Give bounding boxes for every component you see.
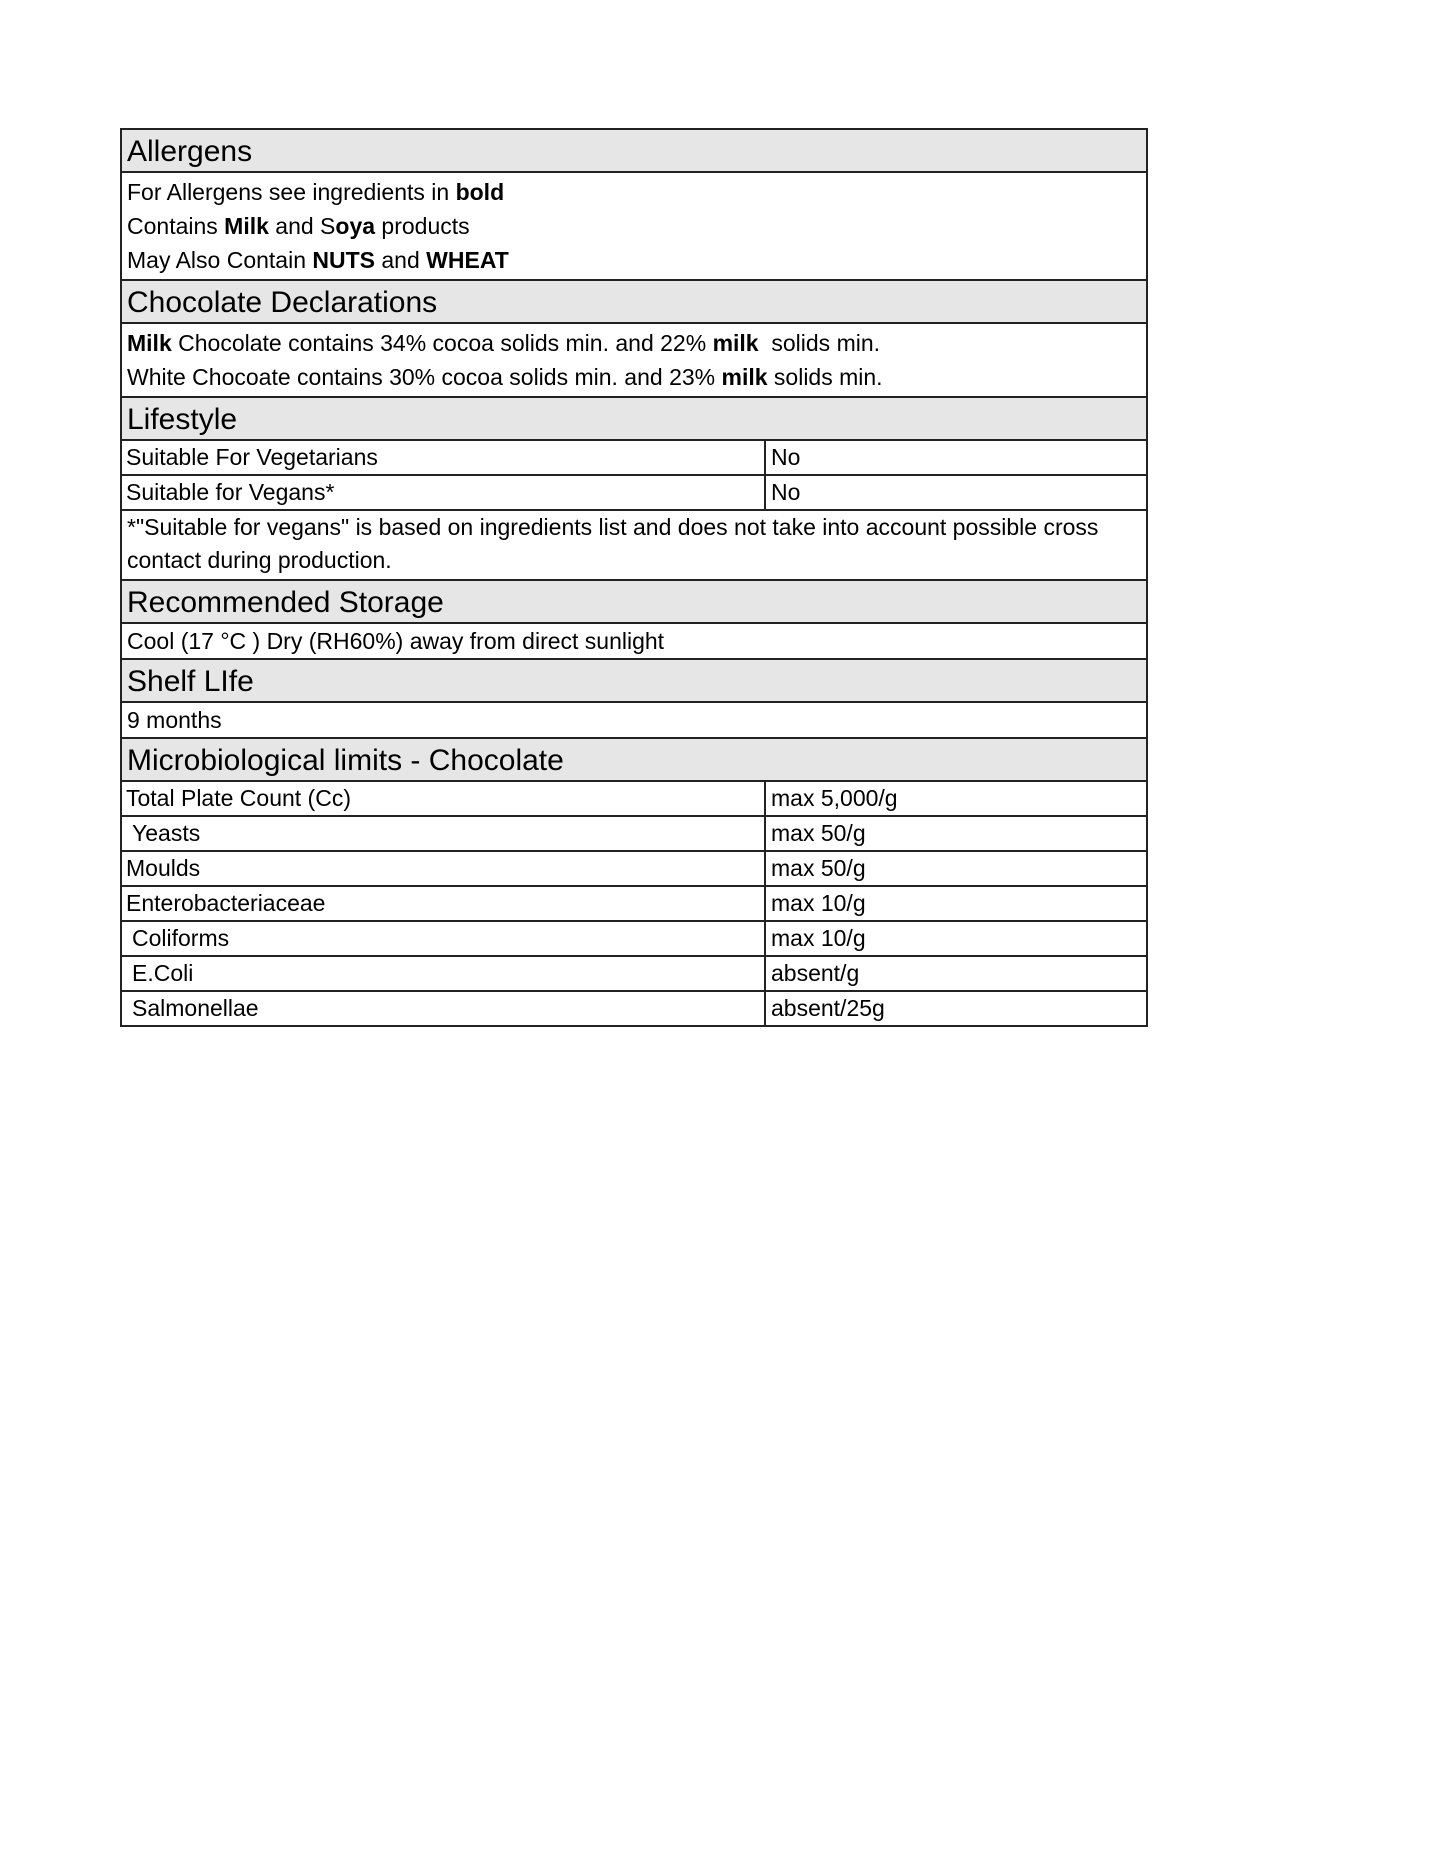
row-value: max 10/g: [771, 890, 866, 916]
row-value: absent/g: [771, 960, 860, 986]
allergens-line-3: May Also Contain NUTS and WHEAT: [127, 247, 509, 273]
storage-text: Cool (17 °C ) Dry (RH60%) away from direct sunlight: [127, 628, 665, 654]
row-label: Enterobacteriaceae: [122, 887, 766, 920]
row-label: E.Coli: [122, 957, 766, 990]
allergens-line-1: For Allergens see ingredients in bold: [127, 179, 505, 205]
row-label: Suitable for Vegans*: [122, 476, 766, 509]
row-value: absent/25g: [771, 995, 885, 1021]
allergens-block: [122, 173, 1146, 281]
table-row: [122, 441, 1146, 476]
allergens-heading: Allergens: [122, 130, 1146, 173]
shelf-life-block: [122, 703, 1146, 739]
chocolate-line-1: Milk Chocolate contains 34% cocoa solids min. and 22% milk solids min.: [127, 330, 881, 356]
table-row: [122, 957, 1146, 992]
row-label: Moulds: [122, 852, 766, 885]
allergens-line-2: Contains Milk and Soya products: [127, 213, 470, 239]
row-value: max 50/g: [771, 855, 866, 881]
table-row: [122, 992, 1146, 1027]
shelf-life-heading: Shelf LIfe: [122, 660, 1146, 703]
table-row: [122, 817, 1146, 852]
row-label: Coliforms: [122, 922, 766, 955]
storage-block: [122, 624, 1146, 660]
row-value: No: [771, 479, 801, 505]
storage-heading: Recommended Storage: [122, 581, 1146, 624]
row-label: Suitable For Vegetarians: [122, 441, 766, 474]
micro-limits-heading: Microbiological limits - Chocolate: [122, 739, 1146, 782]
row-label: Salmonellae: [122, 992, 766, 1025]
vegan-note-line-2: contact during production.: [127, 547, 392, 573]
row-value: max 10/g: [771, 925, 866, 951]
row-label: Yeasts: [122, 817, 766, 850]
chocolate-declarations-heading: Chocolate Declarations: [122, 281, 1146, 324]
spec-sheet: [120, 128, 1148, 1027]
vegan-note-line-1: *"Suitable for vegans" is based on ingredients list and does not take into account possible cross: [127, 514, 1099, 540]
row-value: max 50/g: [771, 820, 866, 846]
table-row: [122, 887, 1146, 922]
table-row: [122, 782, 1146, 817]
chocolate-line-2: White Chocoate contains 30% cocoa solids min. and 23% milk solids min.: [127, 364, 883, 390]
shelf-life-text: 9 months: [127, 707, 222, 733]
chocolate-declarations-block: [122, 324, 1146, 398]
lifestyle-heading: Lifestyle: [122, 398, 1146, 441]
row-label: Total Plate Count (Cc): [122, 782, 766, 815]
table-row: [122, 476, 1146, 511]
row-value: No: [771, 444, 801, 470]
row-value: max 5,000/g: [771, 785, 898, 811]
table-row: [122, 922, 1146, 957]
table-row: [122, 852, 1146, 887]
vegan-note: [122, 511, 1146, 581]
